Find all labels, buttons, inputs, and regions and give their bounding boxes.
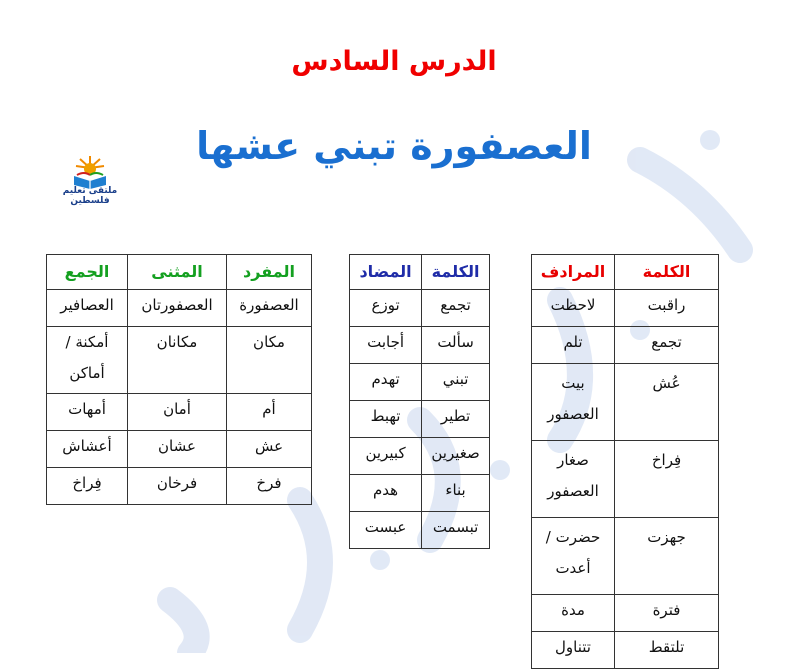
table-cell: أعشاش	[47, 431, 128, 468]
synonyms-header-row	[532, 255, 719, 290]
table-cell: أمهات	[47, 394, 128, 431]
table-cell: فِراخ	[47, 468, 128, 505]
table-row	[532, 441, 719, 518]
table-row	[350, 475, 490, 512]
table-cell: سألت	[422, 327, 490, 364]
synonyms-table	[531, 254, 719, 669]
synonyms-header-synonym: المرادف	[532, 255, 615, 290]
table-cell: راقبت	[615, 290, 719, 327]
table-cell: لاحظت	[532, 290, 615, 327]
table-cell: حضرت / أعدت	[532, 518, 615, 595]
synonyms-header-word: الكلمة	[615, 255, 719, 290]
table-cell: فرخان	[128, 468, 227, 505]
table-cell: صغار العصفور	[532, 441, 615, 518]
table-row	[47, 431, 312, 468]
table-cell: بيت العصفور	[532, 364, 615, 441]
table-row	[532, 327, 719, 364]
table-cell: تجمع	[615, 327, 719, 364]
table-cell: بناء	[422, 475, 490, 512]
antonyms-header-word: الكلمة	[422, 255, 490, 290]
table-cell: فرخ	[227, 468, 312, 505]
table-row	[532, 290, 719, 327]
header-dual: المثنى	[128, 255, 227, 290]
table-row	[350, 438, 490, 475]
table-row	[350, 327, 490, 364]
table-cell: فترة	[615, 595, 719, 632]
table-cell: أم	[227, 394, 312, 431]
table-cell: صغيرين	[422, 438, 490, 475]
table-cell: عشان	[128, 431, 227, 468]
table-cell: توزع	[350, 290, 422, 327]
header-singular: المفرد	[227, 255, 312, 290]
table-cell: تبسمت	[422, 512, 490, 549]
table-cell: تلتقط	[615, 632, 719, 669]
table-cell: عبست	[350, 512, 422, 549]
table-cell: تلم	[532, 327, 615, 364]
table-cell: تهبط	[350, 401, 422, 438]
table-cell: جهزت	[615, 518, 719, 595]
table-cell: أمان	[128, 394, 227, 431]
table-cell: مكان	[227, 327, 312, 394]
table-row	[47, 394, 312, 431]
table-cell: تجمع	[422, 290, 490, 327]
table-cell: العصافير	[47, 290, 128, 327]
table-cell: مدة	[532, 595, 615, 632]
table-cell: تطير	[422, 401, 490, 438]
table-cell: تهدم	[350, 364, 422, 401]
table-row	[532, 595, 719, 632]
table-cell: تبني	[422, 364, 490, 401]
antonyms-header-row	[350, 255, 490, 290]
table-cell: أمكنة / أماكن	[47, 327, 128, 394]
number-header-row	[47, 255, 312, 290]
table-row	[47, 290, 312, 327]
table-cell: كبيرين	[350, 438, 422, 475]
logo-text: ملتقى تعليم فلسطين	[62, 186, 118, 206]
table-row	[532, 632, 719, 669]
header-plural: الجمع	[47, 255, 128, 290]
table-row	[47, 327, 312, 394]
table-row	[350, 364, 490, 401]
page-title: العصفورة تبني عشها	[196, 124, 592, 168]
table-row	[350, 290, 490, 327]
antonyms-header-antonym: المضاد	[350, 255, 422, 290]
table-cell: عُش	[615, 364, 719, 441]
table-cell: مكانان	[128, 327, 227, 394]
table-cell: هدم	[350, 475, 422, 512]
table-row	[350, 401, 490, 438]
singular-dual-plural-table	[46, 254, 312, 505]
table-cell: تتناول	[532, 632, 615, 669]
table-cell: العصفورتان	[128, 290, 227, 327]
table-cell: عش	[227, 431, 312, 468]
table-cell: فِراخ	[615, 441, 719, 518]
lesson-label: الدرس السادس	[291, 46, 497, 77]
table-row	[532, 364, 719, 441]
table-row	[47, 468, 312, 505]
antonyms-table	[349, 254, 490, 549]
table-cell: العصفورة	[227, 290, 312, 327]
table-cell: أجابت	[350, 327, 422, 364]
table-row	[350, 512, 490, 549]
table-row	[532, 518, 719, 595]
